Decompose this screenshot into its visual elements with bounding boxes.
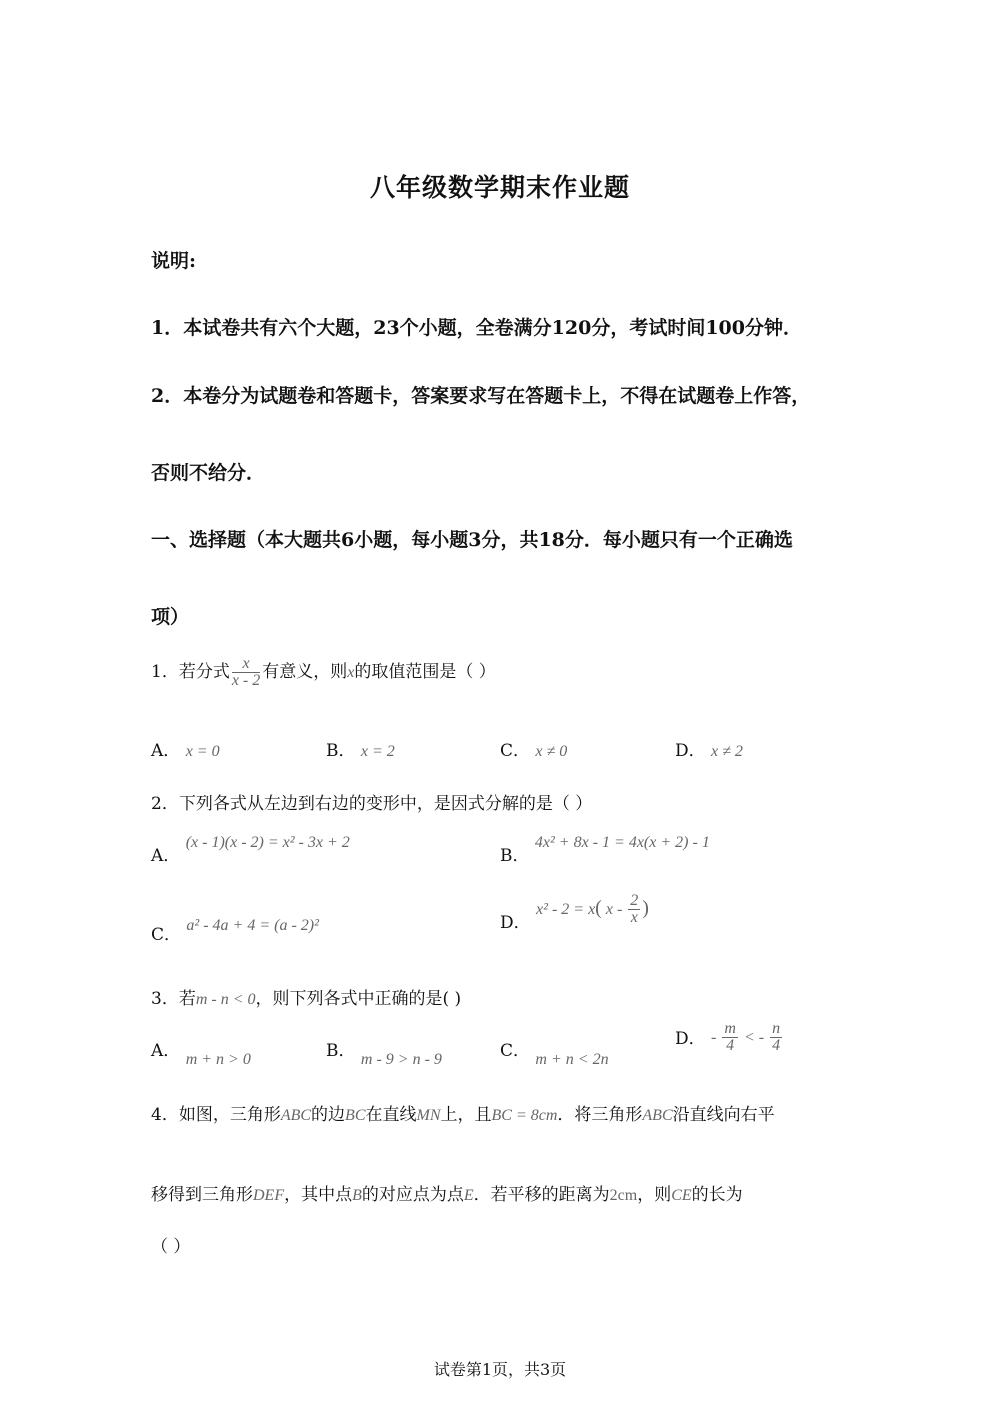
option-math: m - 9 > n - 9 [360, 1051, 442, 1068]
option-label: B． [326, 1041, 356, 1061]
left-paren: ( [595, 897, 602, 919]
question-2-option-b [500, 827, 710, 866]
fraction-denominator: x [630, 909, 638, 926]
text: ，则 [637, 1185, 672, 1205]
option-math: m + n > 0 [185, 1051, 251, 1068]
option-label: A． [151, 1041, 181, 1061]
text: 在直线 [365, 1105, 417, 1125]
math-abc: ABC [280, 1107, 312, 1124]
right-paren: ) [642, 897, 649, 919]
fraction-denominator: x - 2 [231, 672, 261, 689]
option-label: A． [151, 741, 181, 761]
question-3-stem [151, 984, 461, 1009]
question-4-stem-line-1 [151, 1100, 775, 1125]
question-2-option-c [151, 910, 319, 945]
option-label: D． [500, 913, 531, 933]
section-1-heading-line-2: 项） [151, 606, 190, 628]
option-label: B． [326, 741, 356, 761]
question-3-option-d: D． - $\frac{m}{4}$ < - $\frac{n}{4}$ [675, 1020, 781, 1054]
section-1-heading-line-1: 一、选择题（本大题共6小题，每小题3分，共18分．每小题只有一个正确选 [151, 529, 793, 551]
fraction-denominator: 4 [726, 1037, 735, 1054]
option-label: C． [151, 925, 182, 945]
option-math: m + n < 2n [535, 1051, 609, 1068]
option-math: x² - 2 = x [536, 901, 596, 918]
fraction-numerator: x [232, 656, 260, 673]
math-abc: ABC [642, 1107, 673, 1124]
option-d-fraction [628, 893, 640, 926]
instructions-heading: 说明: [151, 250, 197, 272]
instruction-item-2-line-2: 否则不给分． [151, 462, 266, 484]
question-3-condition: m - n < 0 [195, 991, 256, 1008]
question-4-stem-line-2 [151, 1180, 743, 1205]
document-title: 八年级数学期末作业题 [369, 173, 630, 202]
option-math: x = 2 [360, 743, 395, 760]
question-3-text-post: ，则下列各式中正确的是( ) [255, 989, 462, 1009]
question-1-option-d [675, 736, 743, 761]
text: 上，且 [440, 1105, 492, 1125]
text: 的长为 [691, 1185, 743, 1205]
option-label: A． [151, 846, 181, 866]
option-math: (x - 1)(x - 2) = x² - 3x + 2 [185, 834, 350, 851]
math-b: B [352, 1187, 362, 1204]
text: 4．如图，三角形 [151, 1105, 281, 1125]
question-1-option-a [151, 736, 220, 761]
option-label: D． [675, 741, 706, 761]
text: 的边 [311, 1105, 346, 1125]
text: 沿直线向右平 [672, 1105, 775, 1125]
fraction-numerator: 2 [630, 892, 639, 909]
math-e: E [463, 1187, 474, 1204]
fraction-numerator: n [772, 1020, 781, 1037]
option-d-fraction-1 [722, 1021, 738, 1054]
question-1-text-mid: 有意义，则 [262, 662, 348, 682]
page-footer: 试卷第1页，共3页 [433, 1360, 567, 1379]
text: ．将三角形 [557, 1105, 643, 1125]
math-bc-length: BC = 8cm [491, 1107, 558, 1124]
option-label: B． [500, 846, 530, 866]
question-1-fraction [232, 656, 260, 689]
math-bc: BC [345, 1107, 366, 1124]
option-math: x ≠ 0 [535, 743, 568, 760]
fraction-denominator: 4 [772, 1037, 781, 1054]
question-3-option-b [326, 1036, 442, 1068]
question-1-text-pre: 1．若分式 [151, 662, 230, 682]
text: ，其中点 [284, 1185, 353, 1205]
option-math: x ≠ 2 [711, 743, 743, 760]
option-label: D． [675, 1029, 706, 1049]
question-1-stem [151, 656, 496, 689]
text: ．若平移的距离为 [473, 1185, 610, 1205]
math-distance: 2cm [609, 1187, 638, 1204]
option-math: a² - 4a + 4 = (a - 2)² [186, 917, 319, 934]
math-def: DEF [253, 1187, 285, 1204]
question-1-variable: x [347, 664, 355, 681]
option-label: C． [500, 1041, 531, 1061]
instruction-item-2-line-1: 2．本卷分为试题卷和答题卡，答案要求写在答题卡上，不得在试题卷上作答， [151, 385, 811, 407]
option-d-fraction-2 [770, 1021, 782, 1054]
fraction-numerator: m [724, 1020, 736, 1037]
math-mn: MN [416, 1107, 441, 1124]
question-3-option-c [500, 1036, 609, 1068]
question-2-option-d: D． x² - 2 = x( x - $\frac{2}{x}$ ) [500, 892, 649, 933]
question-4-answer-blank: （ ） [151, 1237, 191, 1257]
option-math: x = 0 [185, 743, 220, 760]
text: 移得到三角形 [151, 1185, 253, 1205]
option-math: 4x² + 8x - 1 = 4x(x + 2) - 1 [534, 834, 710, 851]
question-3-text-pre: 3．若 [151, 989, 196, 1009]
question-1-option-b [326, 736, 395, 761]
question-1-option-c [500, 736, 567, 761]
math-ce: CE [671, 1187, 692, 1204]
instruction-item-1: 1．本试卷共有六个大题，23个小题，全卷满分120分，考试时间100分钟． [151, 317, 802, 339]
question-2-option-a [151, 827, 350, 866]
option-label: C． [500, 741, 531, 761]
question-2-stem: 2．下列各式从左边到右边的变形中，是因式分解的是（ ） [151, 794, 593, 814]
question-3-option-a [151, 1036, 251, 1068]
question-1-text-post: 的取值范围是（ ） [354, 662, 496, 682]
text: 的对应点为点 [361, 1185, 464, 1205]
